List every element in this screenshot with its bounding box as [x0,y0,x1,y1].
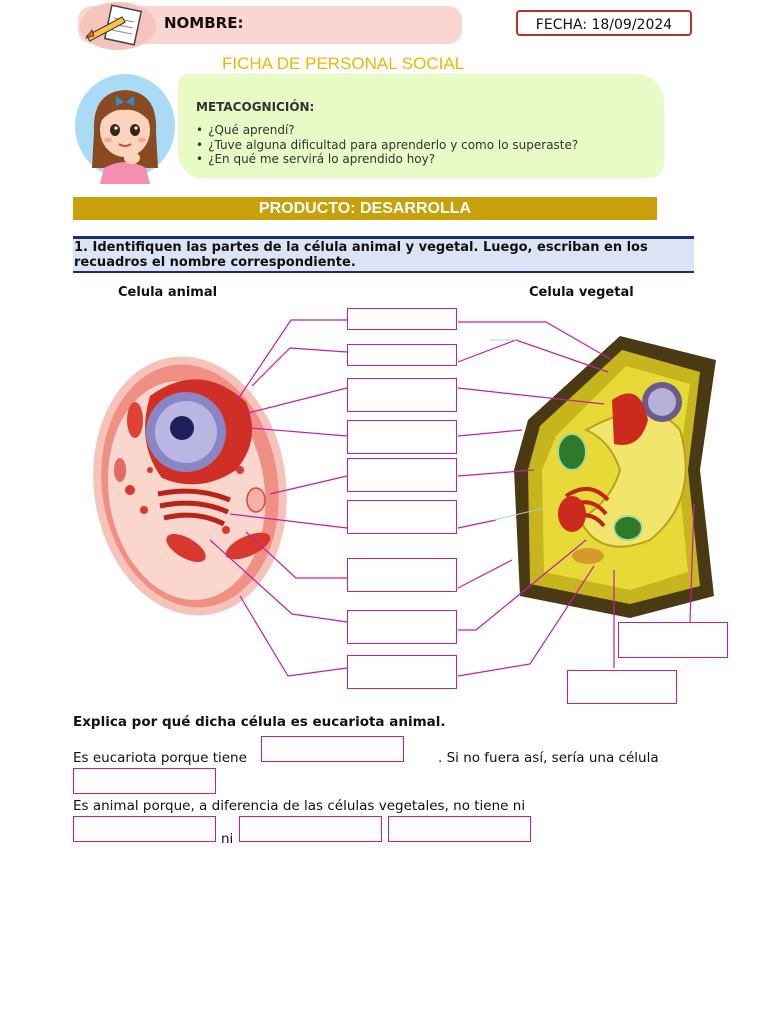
missing-part-answer-field-2[interactable] [239,816,382,842]
answer-box[interactable] [347,655,457,689]
animal-cell-caption: Celula animal [118,285,218,300]
name-label: NOMBRE: [164,14,244,32]
eukaryote-answer-field[interactable] [261,736,404,762]
answer-box[interactable] [347,558,457,592]
metacognition-title: METACOGNICIÓN: [196,100,315,114]
sheet-title: FICHA DE PERSONAL SOCIAL [222,54,465,73]
answer-box[interactable] [347,500,457,534]
missing-part-answer-field-3[interactable] [388,816,531,842]
plant-cell-illustration [514,336,716,618]
product-title: PRODUCTO: DESARROLLA [73,197,657,220]
answer-box[interactable] [618,622,728,658]
answer-box[interactable] [567,670,677,704]
list-item: • ¿En qué me servirá lo aprendido hoy? [196,152,578,167]
missing-part-answer-field-1[interactable] [73,816,216,842]
cell-type-answer-field[interactable] [73,768,216,794]
question-heading: Explica por qué dicha célula es eucariota animal. [73,714,446,730]
date-field: FECHA: 18/09/2024 [516,10,692,36]
eukaryote-sentence-end: . Si no fuera así, sería una célula [438,750,659,766]
activity-instruction: 1. Identifiquen las partes de la célula animal y vegetal. Luego, escriban en los recuadros el nombre correspondiente. [73,236,694,273]
answer-box[interactable] [347,344,457,366]
answer-box[interactable] [347,458,457,492]
list-item: • ¿Tuve alguna dificultad para aprenderlo y como lo superaste? [196,138,578,153]
animal-sentence: Es animal porque, a diferencia de las células vegetales, no tiene ni [73,798,526,814]
list-item: • ¿Qué aprendí? [196,123,578,138]
answer-box[interactable] [347,308,457,330]
eukaryote-sentence-start: Es eucariota porque tiene [73,750,247,766]
animal-cell-illustration [77,344,303,628]
plant-cell-caption: Celula vegetal [529,285,634,300]
answer-box[interactable] [347,378,457,412]
answer-box[interactable] [347,610,457,644]
connector-word: ni [221,831,234,847]
answer-box[interactable] [347,420,457,454]
